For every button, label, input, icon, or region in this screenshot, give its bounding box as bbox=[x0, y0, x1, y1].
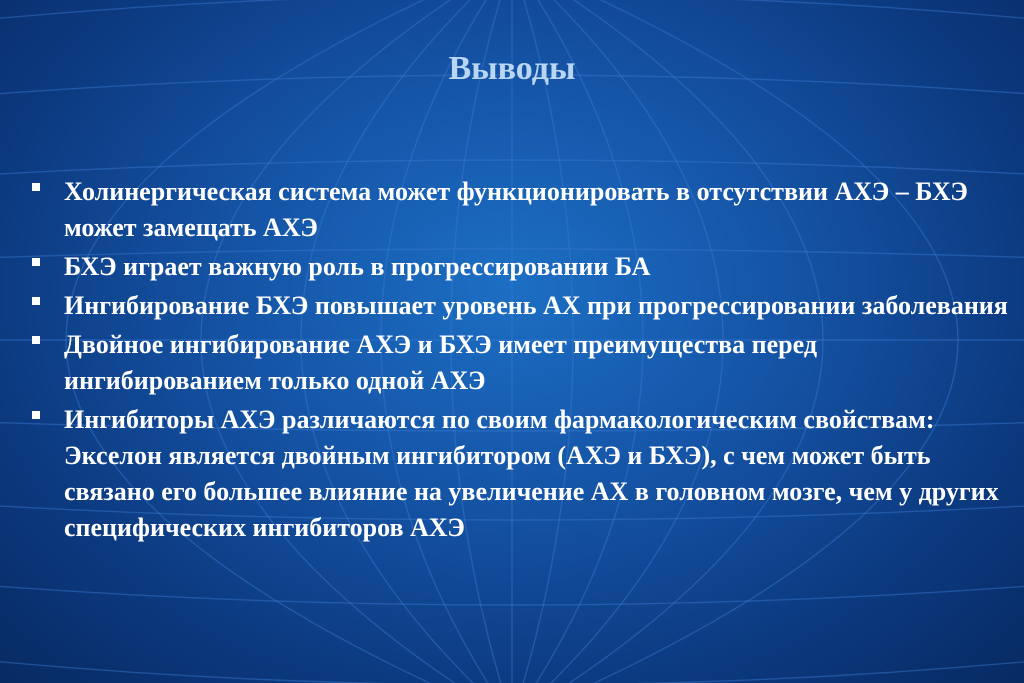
bullet-text: Ингибирование БХЭ повышает уровень АХ при прогрессировании заболевания bbox=[64, 291, 1008, 320]
bullet-item bbox=[24, 402, 1014, 546]
bullet-item bbox=[24, 288, 1014, 324]
bullet-text: БХЭ играет важную роль в прогрессировании БА bbox=[64, 252, 651, 281]
slide-title: Выводы bbox=[448, 50, 576, 87]
square-bullet-icon bbox=[32, 183, 40, 191]
square-bullet-icon bbox=[32, 297, 40, 305]
bullet-text: Ингибиторы АХЭ различаются по своим фармакологическим свойствам: Экселон является двойным ингибитором (АХЭ и БХЭ), с чем может быть связано его большее влияние на увеличение АХ в головном мозге, чем у других специфических ингибиторов АХЭ bbox=[64, 405, 999, 542]
square-bullet-icon bbox=[32, 258, 40, 266]
square-bullet-icon bbox=[32, 336, 40, 344]
bullet-text: Холинергическая система может функционировать в отсутствии АХЭ – БХЭ может замещать АХЭ bbox=[64, 177, 968, 242]
bullet-text: Двойное ингибирование АХЭ и БХЭ имеет преимущества перед ингибированием только одной АХЭ bbox=[64, 330, 817, 395]
bullet-item bbox=[24, 327, 1014, 399]
bullet-item bbox=[24, 249, 1014, 285]
bullet-list bbox=[24, 174, 1014, 549]
square-bullet-icon bbox=[32, 411, 40, 419]
bullet-item bbox=[24, 174, 1014, 246]
